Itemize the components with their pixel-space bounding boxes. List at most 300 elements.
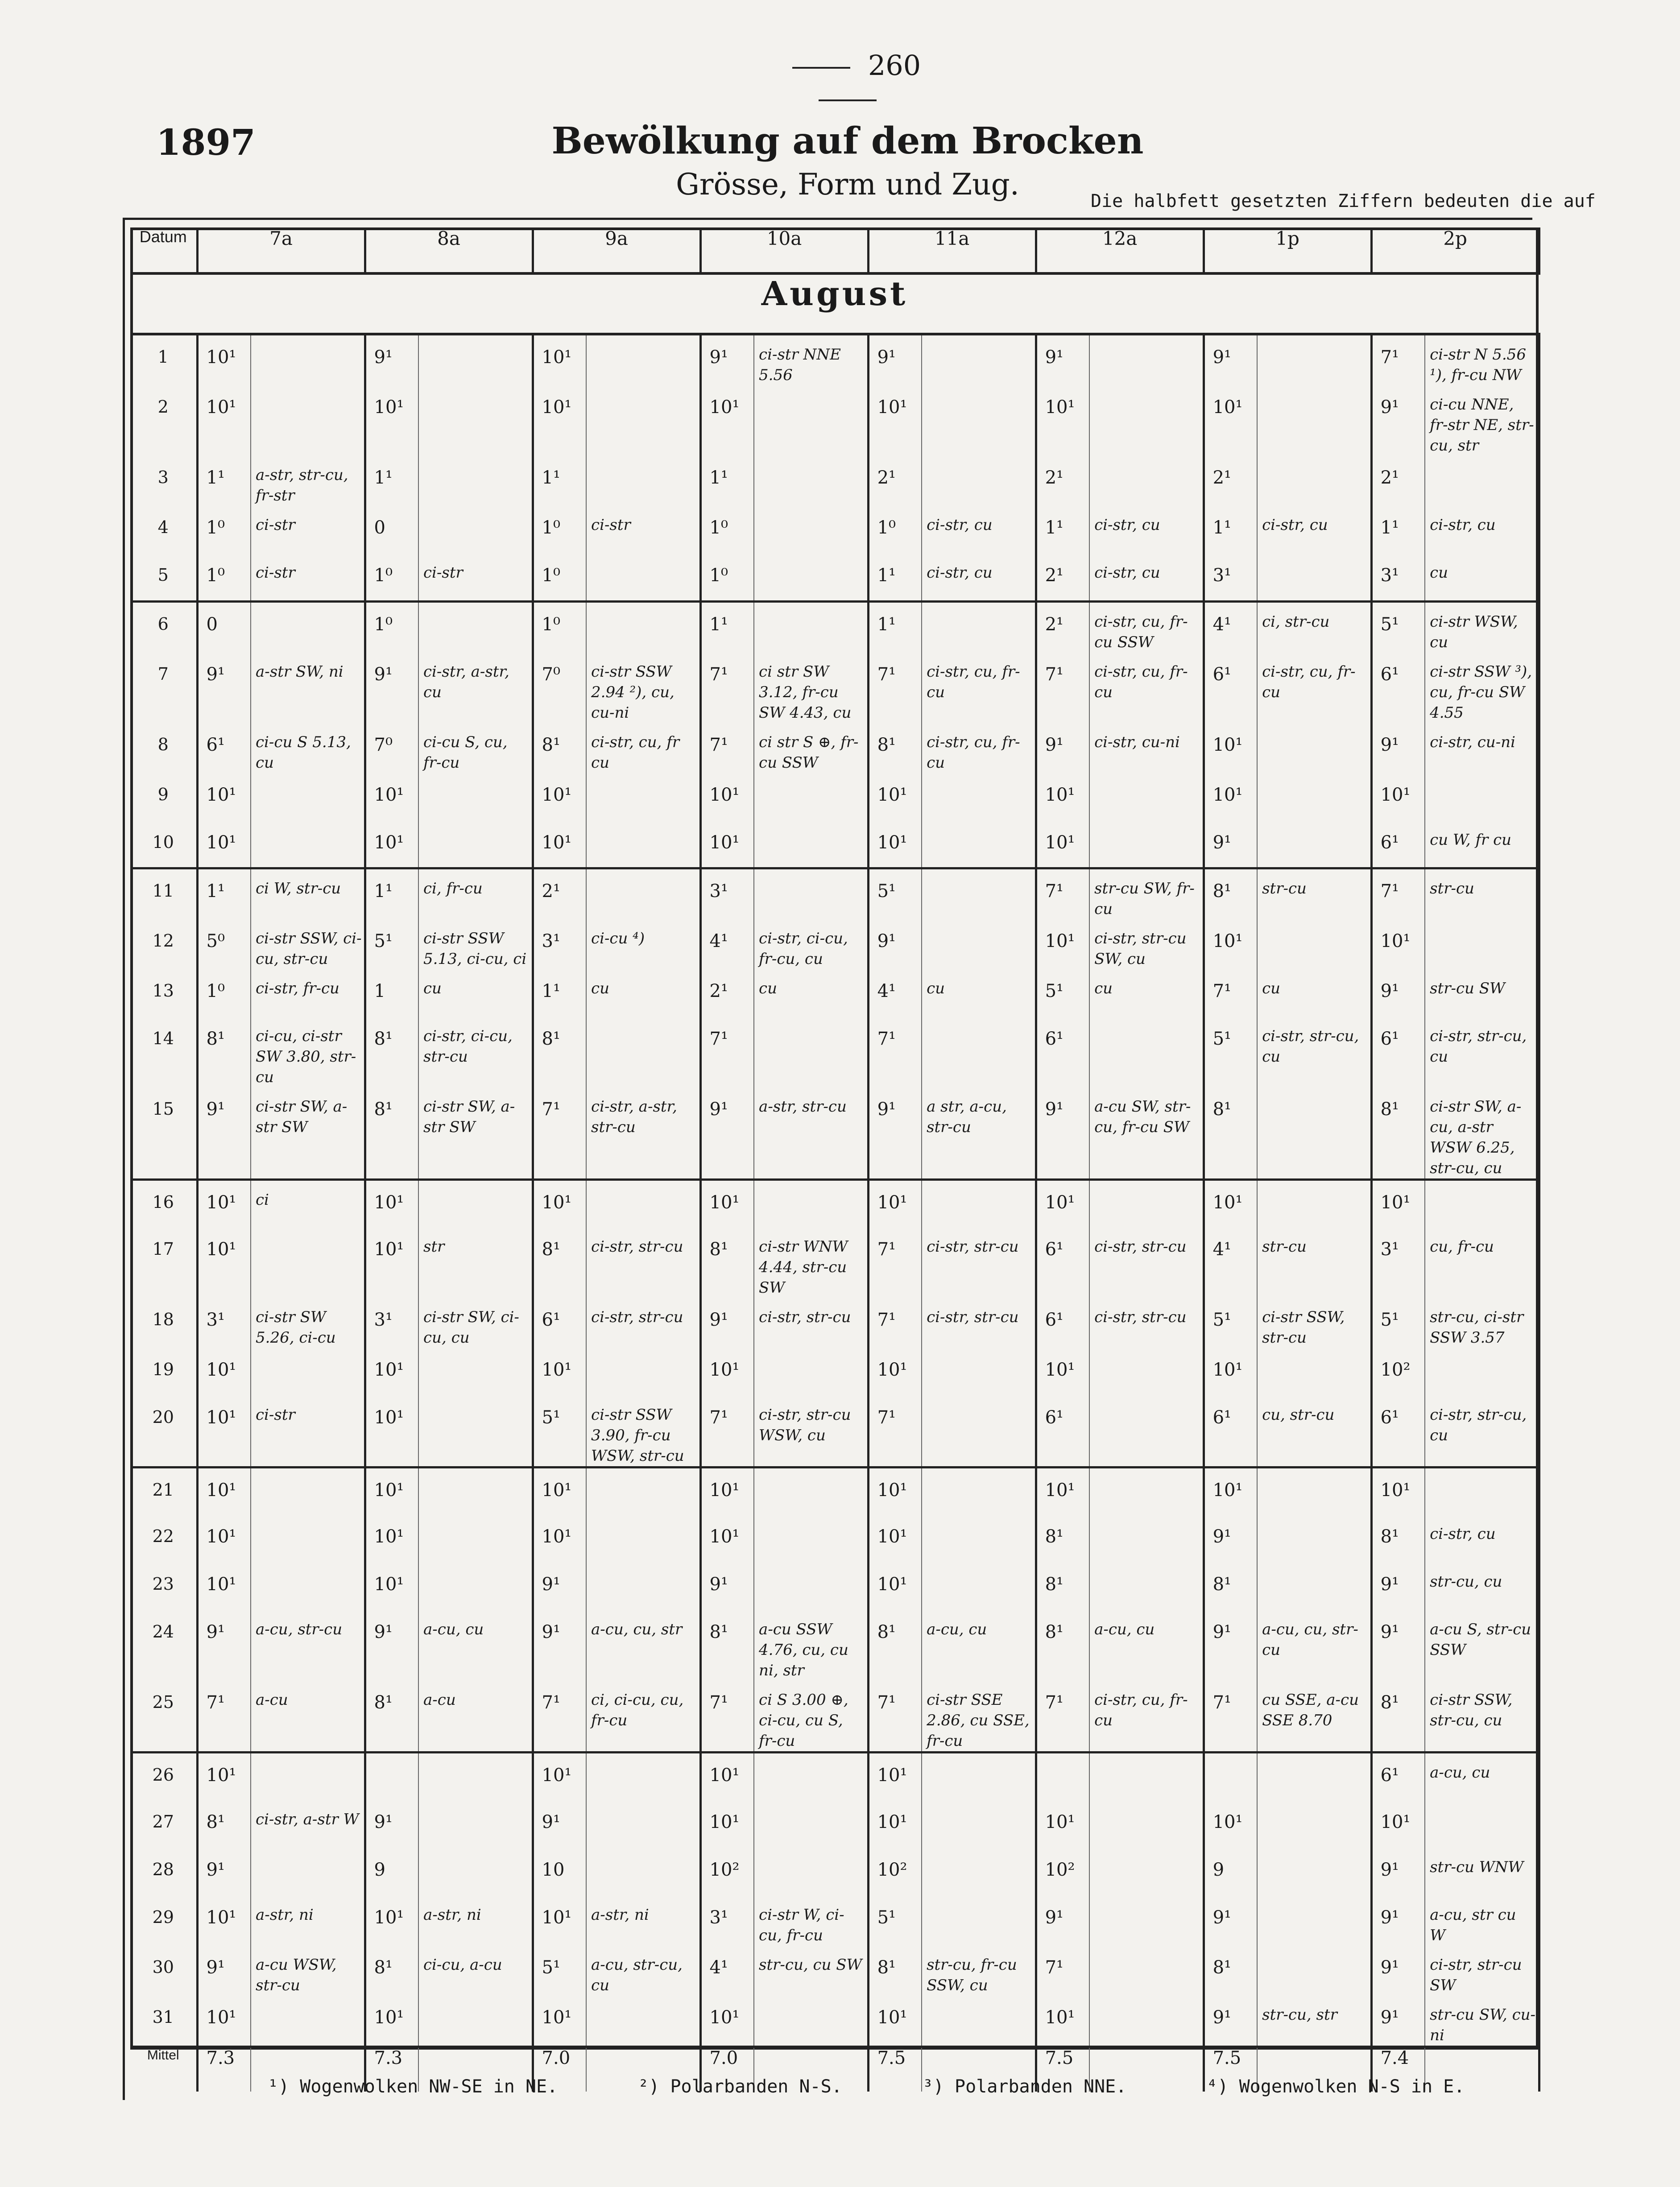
cloud-form — [586, 554, 700, 601]
cloud-form — [922, 601, 1036, 653]
cloud-form — [922, 1896, 1036, 1946]
cover-value: 5¹ — [1371, 1298, 1425, 1348]
day-cell: 19 — [130, 1348, 197, 1396]
cloud-form — [586, 1848, 700, 1896]
cloud-form: str-cu SW — [1425, 969, 1539, 1017]
cover-value: 9¹ — [1036, 1087, 1089, 1180]
cover-value: 10¹ — [700, 821, 754, 868]
cloud-form — [251, 1348, 365, 1396]
cover-value: 10¹ — [1371, 1800, 1425, 1848]
cover-value: 10¹ — [1204, 1180, 1257, 1228]
cloud-form — [1257, 723, 1371, 773]
cloud-form — [1257, 1515, 1371, 1563]
table-row — [130, 1467, 1539, 1515]
cloud-form — [586, 1563, 700, 1610]
cloud-form — [418, 1396, 533, 1468]
mittel-value: 7.3 — [197, 2046, 251, 2092]
cover-value: 6¹ — [1371, 653, 1425, 723]
cover-value: 7¹ — [1036, 1681, 1089, 1753]
cover-value: 5¹ — [1371, 601, 1425, 653]
cover-value: 8¹ — [1036, 1610, 1089, 1681]
day-cell: 14 — [130, 1017, 197, 1087]
cover-value: 10¹ — [365, 1180, 418, 1228]
cover-value: 10¹ — [197, 385, 251, 456]
mittel-value: 7.5 — [1036, 2046, 1089, 2092]
cover-value: 6¹ — [1371, 821, 1425, 868]
cloud-form — [1089, 456, 1204, 506]
cover-value: 10¹ — [868, 1515, 922, 1563]
day-cell: 4 — [130, 506, 197, 554]
cloud-form — [586, 1996, 700, 2047]
cover-value: 1¹ — [197, 456, 251, 506]
cloud-form: ci str SW 3.12, fr-cu SW 4.43, cu — [754, 653, 868, 723]
cloud-form: ci-str SSW, str-cu — [1257, 1298, 1371, 1348]
cloud-form — [754, 868, 868, 920]
cloud-form — [1257, 1848, 1371, 1896]
header-hour: 11a — [868, 227, 1036, 273]
cover-value: 8¹ — [533, 723, 586, 773]
cover-value: 9¹ — [1204, 821, 1257, 868]
table-row — [130, 385, 1539, 456]
cloud-form — [418, 1348, 533, 1396]
cover-value: 9¹ — [1371, 1946, 1425, 1996]
cover-value: 4¹ — [868, 969, 922, 1017]
mittel-value: 7.3 — [365, 2046, 418, 2092]
cover-value: 3¹ — [365, 1298, 418, 1348]
cloud-form: ci, fr-cu — [418, 868, 533, 920]
day-cell: 24 — [130, 1610, 197, 1681]
day-cell: 3 — [130, 456, 197, 506]
cover-value: 10² — [1371, 1348, 1425, 1396]
cloud-form — [1257, 456, 1371, 506]
cover-value: 4¹ — [700, 919, 754, 969]
cloud-form — [1089, 1396, 1204, 1468]
cover-value: 7⁰ — [533, 653, 586, 723]
day-cell: 16 — [130, 1180, 197, 1228]
cloud-form: ci-str SSW, ci-cu, str-cu — [251, 919, 365, 969]
cover-value: 6¹ — [1036, 1228, 1089, 1298]
cover-value: 3¹ — [533, 919, 586, 969]
cover-value: 7¹ — [1204, 969, 1257, 1017]
cloud-form — [1257, 821, 1371, 868]
cover-value: 3¹ — [700, 868, 754, 920]
cloud-form: ci-str SSW ³), cu, fr-cu SW 4.55 — [1425, 653, 1539, 723]
cloud-form — [251, 1228, 365, 1298]
table-row — [130, 723, 1539, 773]
cover-value: 6¹ — [197, 723, 251, 773]
cover-value: 10² — [700, 1848, 754, 1896]
cloud-form — [1257, 1946, 1371, 1996]
cover-value: 9¹ — [533, 1563, 586, 1610]
cloud-form — [1089, 1563, 1204, 1610]
cloud-form — [1257, 1180, 1371, 1228]
cover-value: 9¹ — [365, 1800, 418, 1848]
cover-value: 10¹ — [1204, 773, 1257, 821]
cloud-form: ci-str, cu — [1089, 506, 1204, 554]
cloud-form — [418, 456, 533, 506]
cloud-form — [418, 821, 533, 868]
cloud-form — [754, 1848, 868, 1896]
day-cell: 28 — [130, 1848, 197, 1896]
table-row — [130, 1848, 1539, 1896]
cover-value: 8¹ — [533, 1228, 586, 1298]
cover-value: 8¹ — [197, 1017, 251, 1087]
cloud-form: cu W, fr cu — [1425, 821, 1539, 868]
cover-value: 10¹ — [868, 773, 922, 821]
month-label: August — [130, 273, 1539, 334]
cloud-form: ci, ci-cu, cu, fr-cu — [586, 1681, 700, 1753]
cover-value: 10¹ — [868, 821, 922, 868]
cloud-form: str-cu SW, cu-ni — [1425, 1996, 1539, 2047]
cover-value: 10¹ — [700, 1800, 754, 1848]
cover-value: 9¹ — [868, 1087, 922, 1180]
cover-value: 10¹ — [533, 1515, 586, 1563]
cloud-form — [1257, 919, 1371, 969]
cover-value: 2¹ — [1371, 456, 1425, 506]
day-cell: 5 — [130, 554, 197, 601]
cloud-form — [922, 1515, 1036, 1563]
cover-value: 8¹ — [700, 1610, 754, 1681]
cover-value: 9 — [1204, 1848, 1257, 1896]
cover-value: 9¹ — [533, 1610, 586, 1681]
cover-value: 9¹ — [197, 1946, 251, 1996]
header-hour: 9a — [533, 227, 700, 273]
cover-value: 10¹ — [1371, 1180, 1425, 1228]
cloud-form — [418, 1180, 533, 1228]
cloud-form: a-cu, cu — [1425, 1753, 1539, 1800]
cover-value: 8¹ — [1204, 1087, 1257, 1180]
cover-value: 8¹ — [1036, 1515, 1089, 1563]
cloud-form: ci-str, cu, fr-cu — [1089, 1681, 1204, 1753]
cover-value — [1036, 1753, 1089, 1800]
cloud-form — [251, 1467, 365, 1515]
table-row — [130, 653, 1539, 723]
table-row — [130, 601, 1539, 653]
cover-value: 7¹ — [1371, 334, 1425, 385]
day-cell: 6 — [130, 601, 197, 653]
cover-value: 9¹ — [1371, 1610, 1425, 1681]
cover-value: 10¹ — [1036, 1996, 1089, 2047]
cloud-form — [922, 1848, 1036, 1896]
cover-value: 8¹ — [868, 1946, 922, 1996]
top-rule — [123, 218, 1532, 220]
table-row — [130, 969, 1539, 1017]
cover-value: 10¹ — [533, 821, 586, 868]
cover-value: 1⁰ — [533, 601, 586, 653]
cloud-form: a-cu — [251, 1681, 365, 1753]
cover-value: 1⁰ — [365, 554, 418, 601]
cloud-form — [418, 1563, 533, 1610]
cloud-form: str — [418, 1228, 533, 1298]
cover-value: 10¹ — [868, 1467, 922, 1515]
day-cell: 25 — [130, 1681, 197, 1753]
cloud-form — [1089, 1753, 1204, 1800]
cloud-form — [251, 1563, 365, 1610]
cover-value: 6¹ — [1204, 1396, 1257, 1468]
cover-value: 10¹ — [365, 1563, 418, 1610]
cloud-form: ci-str, str-cu — [754, 1298, 868, 1348]
cloud-form: a-cu, cu, str-cu — [1257, 1610, 1371, 1681]
cloud-form — [1257, 1467, 1371, 1515]
cloud-form — [1089, 1515, 1204, 1563]
cloud-form — [922, 456, 1036, 506]
cloud-form: ci-str — [251, 506, 365, 554]
cloud-form — [1425, 1180, 1539, 1228]
cover-value: 9¹ — [700, 1298, 754, 1348]
cover-value: 2¹ — [700, 969, 754, 1017]
cover-value: 10¹ — [868, 1348, 922, 1396]
cover-value: 3¹ — [1204, 554, 1257, 601]
cloud-form — [922, 1996, 1036, 2047]
day-cell: 20 — [130, 1396, 197, 1468]
cover-value: 10² — [1036, 1848, 1089, 1896]
cloud-form — [251, 1753, 365, 1800]
cloud-form — [1425, 1800, 1539, 1848]
cloud-form — [922, 919, 1036, 969]
cloud-form: ci-str, str-cu — [586, 1228, 700, 1298]
cloud-form — [922, 1753, 1036, 1800]
cloud-form: ci-str, cu, fr-cu SSW — [1089, 601, 1204, 653]
cover-value: 3¹ — [1371, 554, 1425, 601]
cover-value: 10¹ — [700, 1515, 754, 1563]
cloud-form: ci-str — [251, 1396, 365, 1468]
cloud-form — [586, 1180, 700, 1228]
cover-value: 1⁰ — [365, 601, 418, 653]
cloud-form: ci-str SSE 2.86, cu SSE, fr-cu — [922, 1681, 1036, 1753]
cloud-form: a-str, ni — [251, 1896, 365, 1946]
cloud-form: ci — [251, 1180, 365, 1228]
cloud-form: cu — [418, 969, 533, 1017]
cover-value: 10¹ — [365, 1396, 418, 1468]
footnote: ⁴) Wogenwolken N-S in E. — [1207, 2076, 1465, 2097]
cover-value: 10¹ — [700, 1753, 754, 1800]
day-cell: 7 — [130, 653, 197, 723]
cloud-form — [754, 773, 868, 821]
cloud-form: cu — [1089, 969, 1204, 1017]
cloud-form — [754, 456, 868, 506]
cover-value: 10¹ — [1036, 919, 1089, 969]
cover-value: 7¹ — [868, 1396, 922, 1468]
cloud-form — [1257, 773, 1371, 821]
cover-value: 4¹ — [1204, 601, 1257, 653]
cover-value: 10¹ — [533, 1753, 586, 1800]
cloud-form: ci-str SSW 5.13, ci-cu, ci — [418, 919, 533, 969]
day-cell: 30 — [130, 1946, 197, 1996]
footnotes — [268, 2076, 1561, 2097]
cloud-form — [418, 1515, 533, 1563]
table-row — [130, 1396, 1539, 1468]
cover-value: 7¹ — [533, 1681, 586, 1753]
cover-value: 6¹ — [1204, 653, 1257, 723]
cover-value: 9¹ — [365, 334, 418, 385]
cloud-form: str-cu — [1425, 868, 1539, 920]
cover-value: 10¹ — [533, 385, 586, 456]
cover-value: 8¹ — [1204, 868, 1257, 920]
cloud-form — [586, 1515, 700, 1563]
cover-value: 1⁰ — [197, 969, 251, 1017]
cover-value: 10¹ — [1204, 723, 1257, 773]
cover-value: 10¹ — [533, 1996, 586, 2047]
day-cell: 26 — [130, 1753, 197, 1800]
cloud-form — [1425, 456, 1539, 506]
cloud-form: str-cu SW, fr-cu — [1089, 868, 1204, 920]
cover-value: 10¹ — [365, 1228, 418, 1298]
cloud-form: ci-str, cu — [1425, 1515, 1539, 1563]
cloud-form — [418, 1467, 533, 1515]
cover-value: 5¹ — [1204, 1017, 1257, 1087]
cover-value: 10¹ — [700, 1180, 754, 1228]
cloud-form: ci-str, str-cu, cu — [1257, 1017, 1371, 1087]
table-row — [130, 1348, 1539, 1396]
table-row — [130, 1946, 1539, 1996]
day-cell: 10 — [130, 821, 197, 868]
cloud-form — [1089, 1848, 1204, 1896]
cloud-form: ci-str, cu, fr-cu — [922, 723, 1036, 773]
cover-value: 10¹ — [1036, 1348, 1089, 1396]
cloud-form — [754, 1515, 868, 1563]
table-row — [130, 1515, 1539, 1563]
table-row — [130, 1228, 1539, 1298]
cover-value: 9¹ — [197, 1848, 251, 1896]
cover-value — [1204, 1753, 1257, 1800]
cloud-form: ci-str, ci-cu, fr-cu, cu — [754, 919, 868, 969]
cloud-form: ci-str, cu — [922, 554, 1036, 601]
cover-value: 9¹ — [700, 1087, 754, 1180]
cloud-form: a-str, ni — [418, 1896, 533, 1946]
cover-value: 8¹ — [868, 1610, 922, 1681]
footnote: ³) Polarbanden NNE. — [922, 2076, 1127, 2097]
cloud-form: ci-str WSW, cu — [1425, 601, 1539, 653]
cloud-form: ci-str, a-str, cu — [418, 653, 533, 723]
page-subtitle: Grösse, Form und Zug. — [676, 167, 1019, 202]
cloud-form: ci-str, str-cu, cu — [1425, 1017, 1539, 1087]
cloud-form: str-cu, ci-str SSW 3.57 — [1425, 1298, 1539, 1348]
cover-value: 8¹ — [868, 723, 922, 773]
cloud-form: ci S 3.00 ⊕, ci-cu, cu S, fr-cu — [754, 1681, 868, 1753]
day-cell: 2 — [130, 385, 197, 456]
cover-value: 10¹ — [365, 821, 418, 868]
page-number: 260 — [736, 49, 959, 114]
cover-value: 7¹ — [1036, 653, 1089, 723]
cloud-form — [586, 1753, 700, 1800]
cloud-form — [586, 456, 700, 506]
header-hour: 2p — [1371, 227, 1539, 273]
cloud-form: cu — [1425, 554, 1539, 601]
cloud-form: ci-str, str-cu — [1089, 1228, 1204, 1298]
cover-value: 9¹ — [1204, 334, 1257, 385]
cloud-form — [251, 601, 365, 653]
cloud-form — [251, 334, 365, 385]
cloud-form — [418, 1996, 533, 2047]
cloud-form: a-str, str-cu, fr-str — [251, 456, 365, 506]
cloud-form — [754, 506, 868, 554]
cloud-form: str-cu WNW — [1425, 1848, 1539, 1896]
cover-value: 5¹ — [1036, 969, 1089, 1017]
cloud-form — [586, 821, 700, 868]
table-row — [130, 1180, 1539, 1228]
cover-value: 1¹ — [1036, 506, 1089, 554]
cloud-form — [1089, 385, 1204, 456]
cloud-form — [418, 1800, 533, 1848]
cloud-form: ci-str SSW, str-cu, cu — [1425, 1681, 1539, 1753]
cloud-form: ci-cu ⁴) — [586, 919, 700, 969]
cover-value: 10¹ — [1204, 919, 1257, 969]
cloud-form — [754, 1753, 868, 1800]
cloud-form: ci-str NNE 5.56 — [754, 334, 868, 385]
cover-value: 10¹ — [197, 1563, 251, 1610]
day-cell: 1 — [130, 334, 197, 385]
cloud-form: ci-str, cu — [922, 506, 1036, 554]
cover-value: 1⁰ — [700, 506, 754, 554]
cloud-form: ci-str, cu — [1257, 506, 1371, 554]
day-cell: 23 — [130, 1563, 197, 1610]
cloud-form: a-str, ni — [586, 1896, 700, 1946]
cover-value: 1¹ — [533, 969, 586, 1017]
cloud-form: ci-str SW, a-str SW — [418, 1087, 533, 1180]
cloud-form — [586, 1800, 700, 1848]
cloud-form: ci-str, fr-cu — [251, 969, 365, 1017]
cloud-form: ci-str — [251, 554, 365, 601]
cover-value: 10¹ — [365, 1467, 418, 1515]
cover-value: 10¹ — [868, 385, 922, 456]
cover-value: 10¹ — [197, 1228, 251, 1298]
table-row — [130, 1610, 1539, 1681]
cloud-form: ci-str SW, a-cu, a-str WSW 6.25, str-cu, cu — [1425, 1087, 1539, 1180]
cloud-form — [922, 1348, 1036, 1396]
cloud-form: ci-str, str-cu — [922, 1298, 1036, 1348]
day-cell: 31 — [130, 1996, 197, 2047]
cloud-form: cu — [1257, 969, 1371, 1017]
cloud-form — [922, 868, 1036, 920]
cloud-form: a-cu, str cu W — [1425, 1896, 1539, 1946]
cover-value: 10¹ — [1371, 1467, 1425, 1515]
cloud-form — [418, 1753, 533, 1800]
cover-value: 9¹ — [1371, 969, 1425, 1017]
cover-value: 2¹ — [1204, 456, 1257, 506]
cloud-form: ci-str SW 5.26, ci-cu — [251, 1298, 365, 1348]
cover-value: 3¹ — [1371, 1228, 1425, 1298]
cover-value: 5¹ — [533, 1396, 586, 1468]
cloud-form — [1257, 1800, 1371, 1848]
cloud-form: ci-str — [418, 554, 533, 601]
cloud-form: ci-str, cu-ni — [1425, 723, 1539, 773]
cloud-form — [922, 1800, 1036, 1848]
day-cell: 9 — [130, 773, 197, 821]
cover-value: 10¹ — [365, 385, 418, 456]
cover-value: 1¹ — [365, 868, 418, 920]
cover-value: 9¹ — [365, 1610, 418, 1681]
cover-value: 7¹ — [868, 1681, 922, 1753]
cover-value: 10¹ — [197, 1348, 251, 1396]
header-hour: 8a — [365, 227, 533, 273]
cover-value: 9¹ — [1036, 334, 1089, 385]
cloud-form — [1425, 1467, 1539, 1515]
cover-value: 1¹ — [1371, 506, 1425, 554]
cover-value: 2¹ — [1036, 554, 1089, 601]
cover-value: 8¹ — [1204, 1563, 1257, 1610]
table-row — [130, 919, 1539, 969]
cover-value: 10¹ — [868, 1753, 922, 1800]
cover-value: 7¹ — [700, 1681, 754, 1753]
cloud-form — [922, 1017, 1036, 1087]
cover-value: 5¹ — [868, 1896, 922, 1946]
cover-value: 10¹ — [1204, 1800, 1257, 1848]
cloud-form: ci-str — [586, 506, 700, 554]
cover-value: 3¹ — [197, 1298, 251, 1348]
header-hour: 7a — [197, 227, 365, 273]
cover-value: 10¹ — [533, 1180, 586, 1228]
cloud-form — [1089, 1896, 1204, 1946]
